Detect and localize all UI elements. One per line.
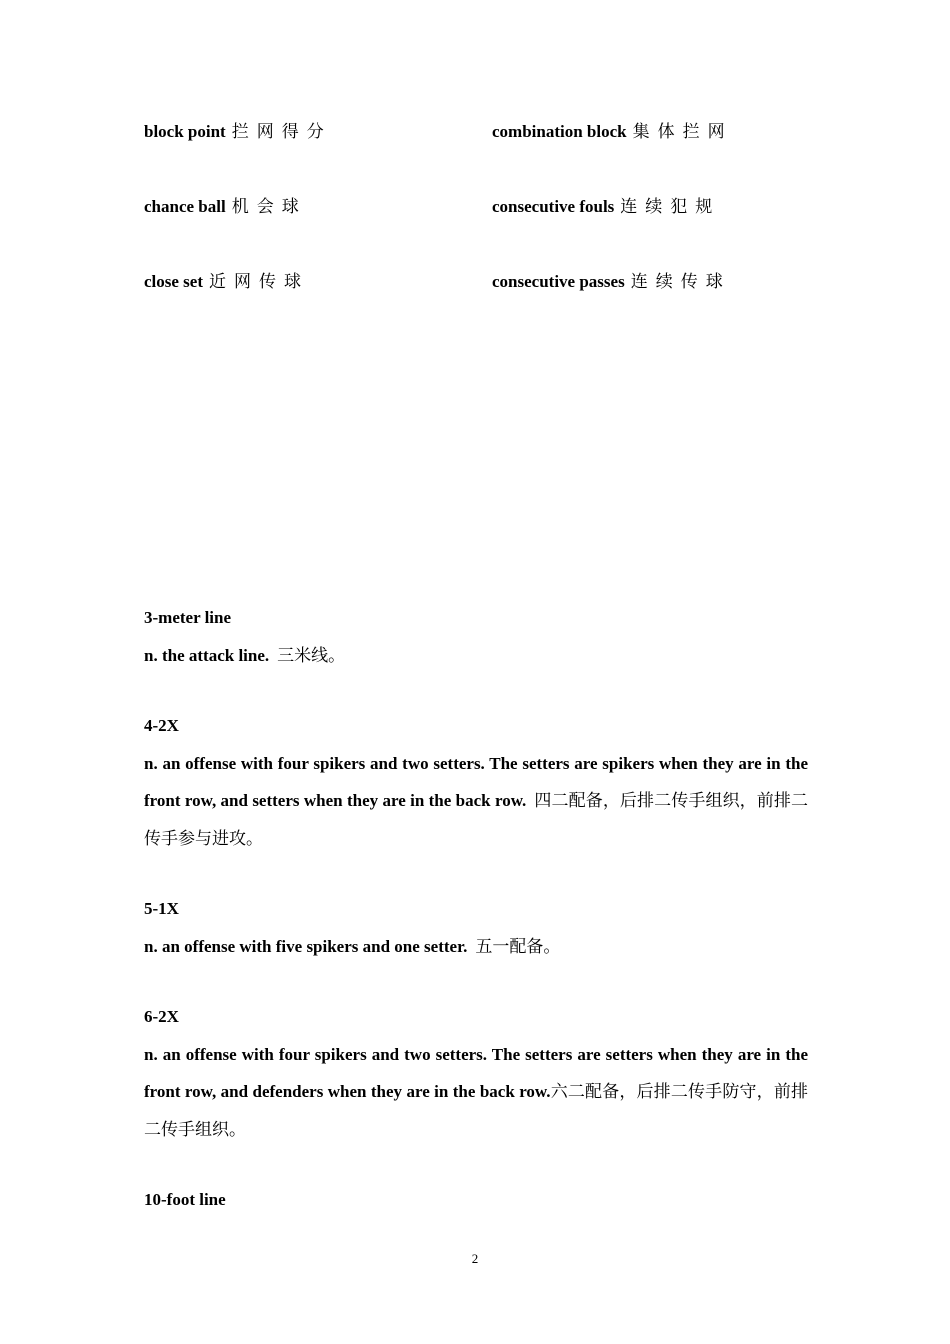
glossary-term-english: chance ball [144, 197, 226, 216]
entry-definition [144, 745, 808, 858]
glossary-term-english: combination block [492, 122, 627, 141]
definition-english: n. the attack line. [144, 646, 270, 665]
glossary-term-chinese: 集体拦网 [632, 122, 733, 142]
glossary-term-chinese: 连续传球 [630, 272, 731, 292]
glossary-term [492, 193, 720, 221]
definition-english: n. an offense with four spikers and two setters. The setters are spikers when they are in the front row, and setters when they are in the back row. [144, 754, 808, 810]
glossary-term [492, 268, 731, 296]
glossary-term [492, 118, 733, 146]
definition-entry [144, 895, 808, 966]
definition-list [144, 604, 808, 1251]
entry-definition [144, 1036, 808, 1149]
glossary-term-english: consecutive fouls [492, 197, 615, 216]
definition-entry [144, 604, 808, 675]
glossary-term-english: block point [144, 122, 226, 141]
glossary-term-chinese: 机会球 [231, 197, 307, 217]
glossary-term-chinese: 近网传球 [209, 272, 310, 292]
entry-term: 5-1X [144, 899, 179, 918]
definition-entry [144, 1186, 808, 1214]
definition-entry [144, 712, 808, 858]
page-number: 2 [471, 1251, 479, 1266]
definition-chinese: 四二配备，后排二传手组织，前排二传手参与进攻。 [144, 791, 808, 849]
glossary-term-chinese: 拦网得分 [231, 122, 332, 142]
glossary-term [144, 268, 309, 296]
glossary-term [144, 118, 332, 146]
glossary-term-chinese: 连续犯规 [620, 197, 721, 217]
entry-term: 6-2X [144, 1007, 179, 1026]
glossary-term [144, 193, 307, 221]
definition-entry [144, 1003, 808, 1149]
entry-definition [144, 637, 808, 675]
definition-english: n. an offense with four spikers and two setters. The setters are setters when they are in the front row, and defenders when they are in the back row. [144, 1045, 808, 1101]
entry-definition [144, 928, 808, 966]
definition-chinese: 三米线。 [277, 646, 346, 666]
entry-term: 10-foot line [144, 1190, 226, 1209]
glossary-term-english: close set [144, 272, 204, 291]
definition-english: n. an offense with five spikers and one setter. [144, 937, 468, 956]
glossary-term-english: consecutive passes [492, 272, 625, 291]
entry-term: 4-2X [144, 716, 179, 735]
entry-term: 3-meter line [144, 608, 232, 627]
definition-chinese: 五一配备。 [475, 937, 561, 957]
definition-chinese: 六二配备，后排二传手防守，前排二传手组织。 [144, 1082, 809, 1140]
